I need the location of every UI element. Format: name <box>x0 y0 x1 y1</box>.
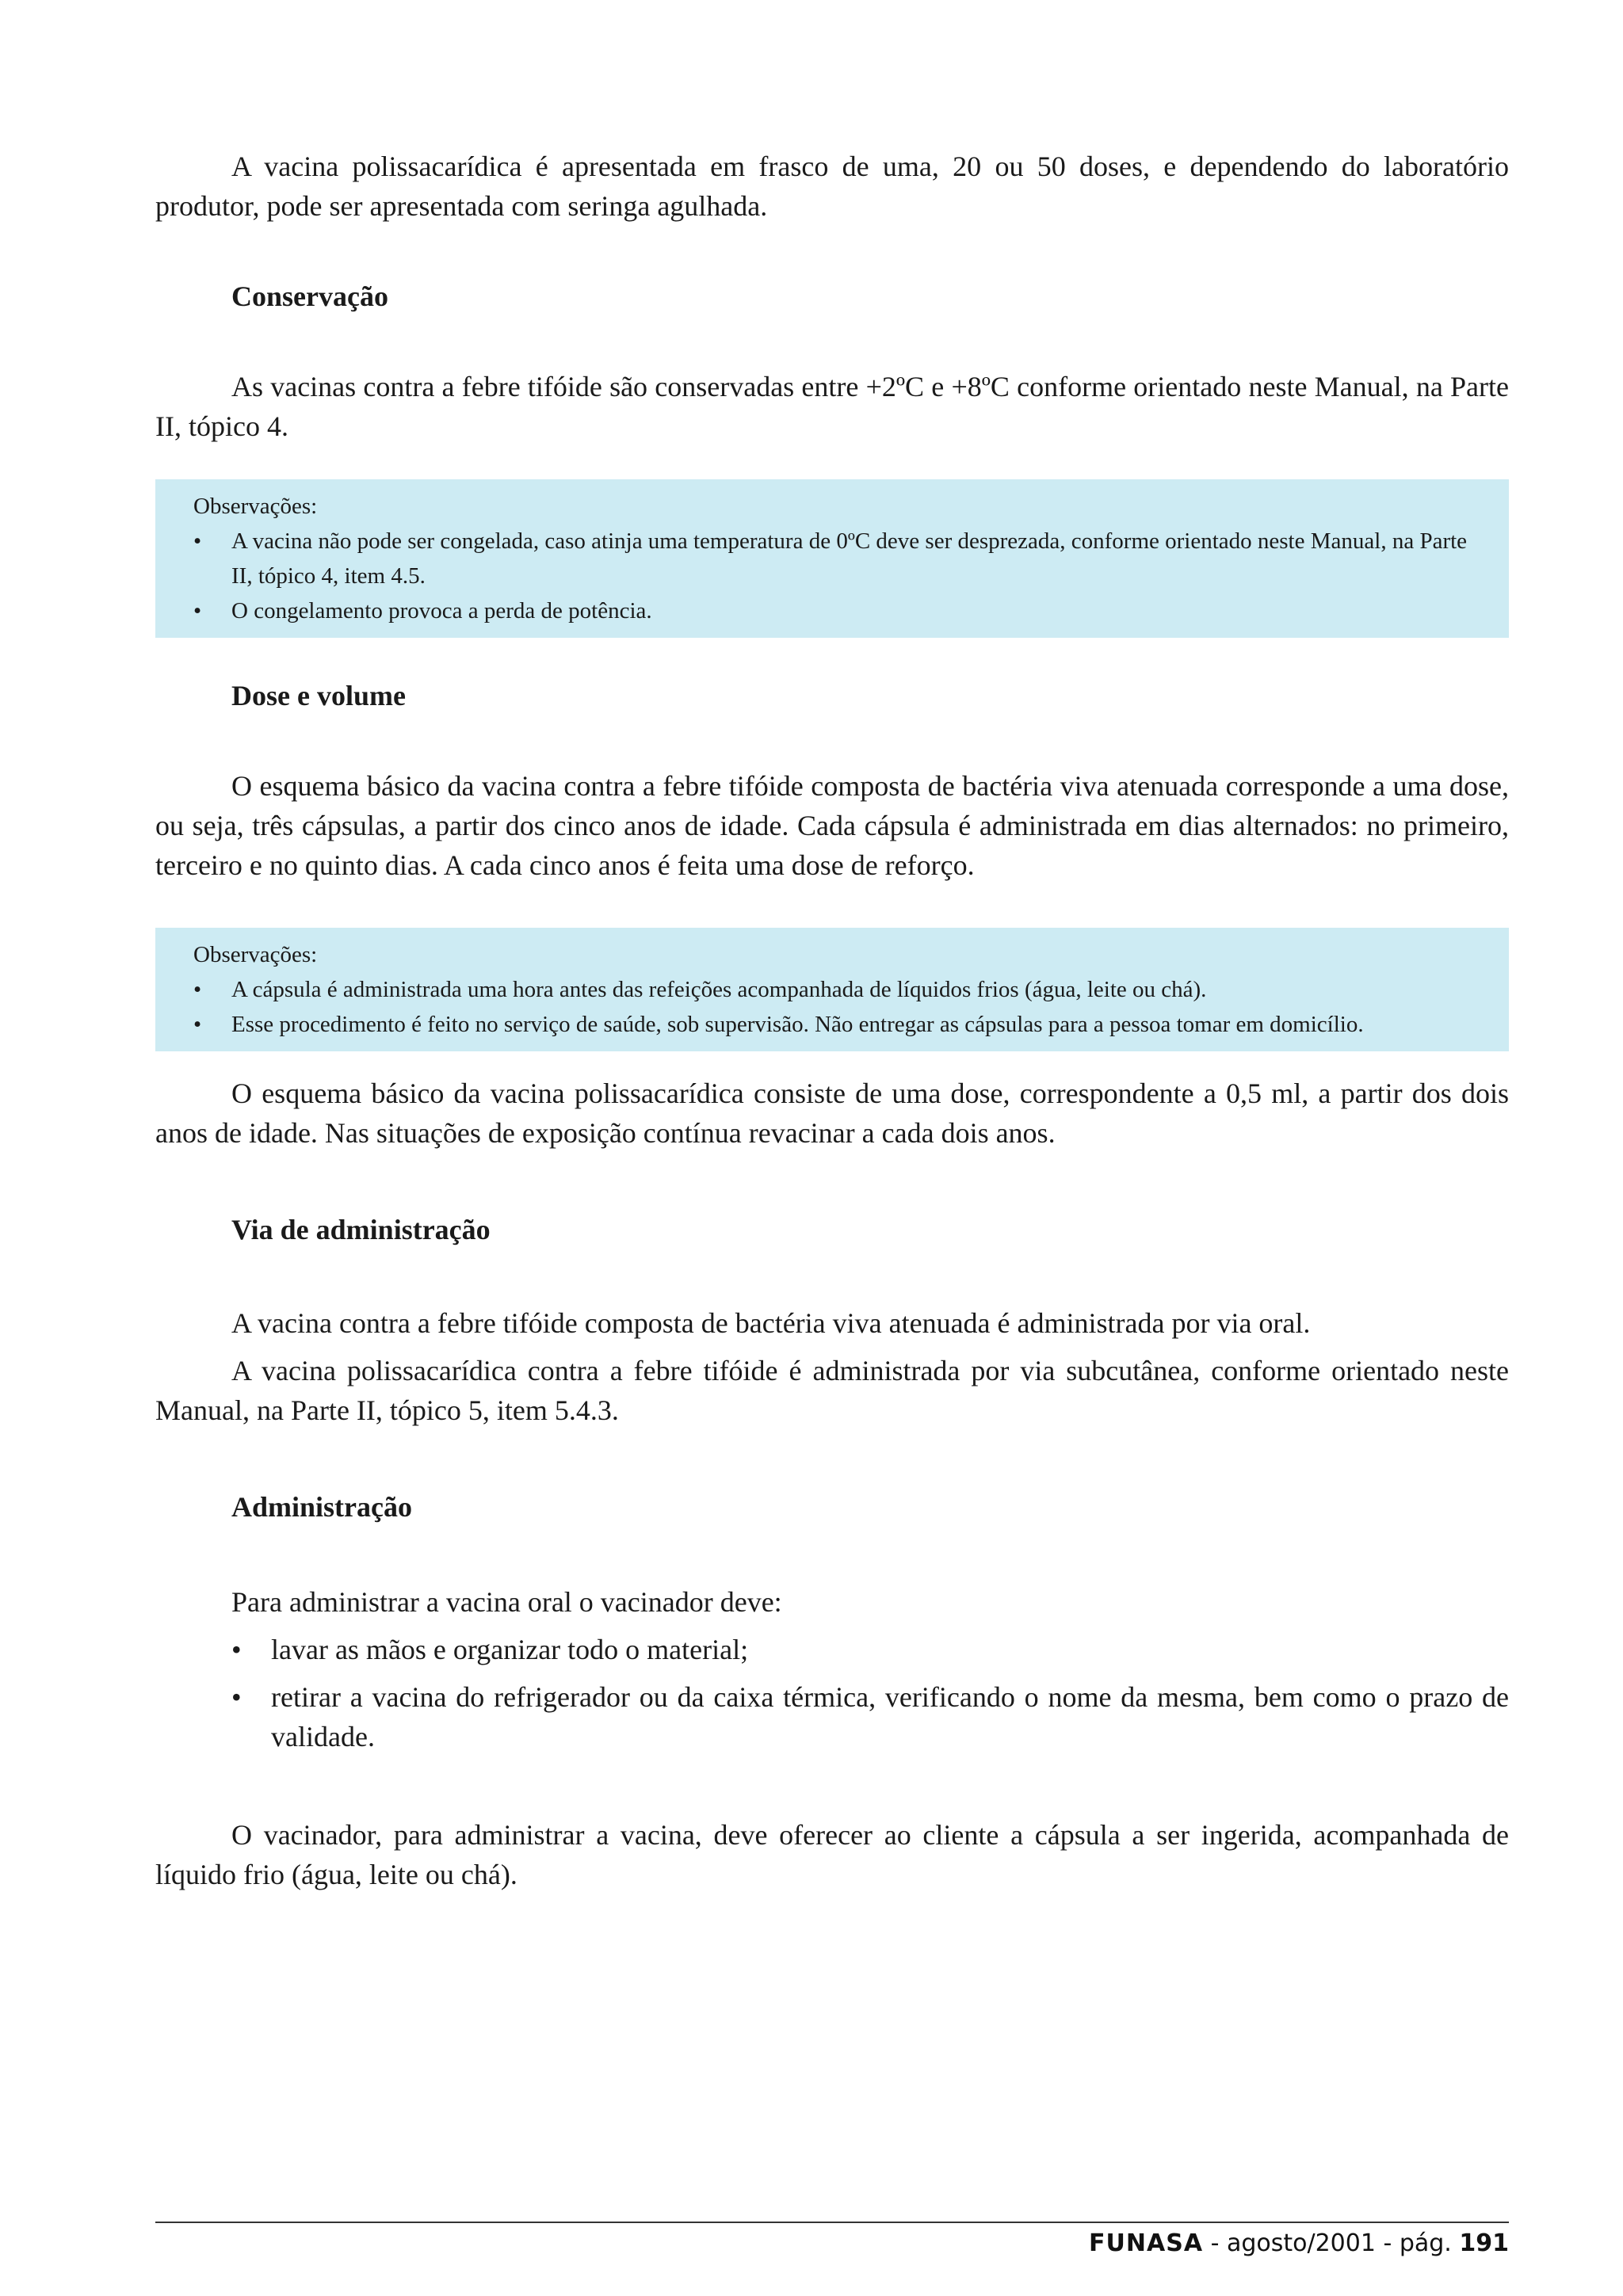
footer-text: - agosto/2001 - pág. <box>1203 2229 1460 2257</box>
paragraph: O esquema básico da vacina contra a febre tifóide composta de bactéria viva atenuada corresponde a uma dose, ou seja, três cápsulas, a partir dos cinco anos de idade. Cada cápsula é administrada em dias alternados: no primeiro, terceiro e no quinto dias. A cada cinco anos é feita uma dose de reforço. <box>155 770 1509 881</box>
bullet-icon: • <box>193 1012 202 1037</box>
page-footer <box>1089 2228 1509 2260</box>
page-number: 191 <box>1459 2229 1509 2257</box>
observation-box <box>155 479 1509 638</box>
list-item <box>193 593 1471 628</box>
heading-via-administracao: Via de administração <box>231 1214 491 1245</box>
list-item <box>193 972 1471 1007</box>
paragraph: A vacina polissacarídica é apresentada em frasco de uma, 20 ou 50 doses, e dependendo do laboratório produtor, pode ser apresentada com seringa agulhada. <box>155 151 1509 222</box>
list-item-text: Esse procedimento é feito no serviço de saúde, sob supervisão. Não entregar as cápsulas para a pessoa tomar em domicílio. <box>231 1012 1364 1037</box>
list-item-text: A vacina não pode ser congelada, caso atinja uma temperatura de 0ºC deve ser desprezada, conforme orientado neste Manual, na Parte II, tópico 4, item 4.5. <box>231 528 1468 589</box>
list-item <box>231 1677 1509 1756</box>
bullet-icon: • <box>231 1634 242 1665</box>
paragraph: A vacina contra a febre tifóide composta de bactéria viva atenuada é administrada por via oral. <box>231 1307 1311 1339</box>
observation-list <box>193 972 1471 1042</box>
list-item-text: A cápsula é administrada uma hora antes das refeições acompanhada de líquidos frios (água, leite ou chá). <box>231 977 1207 1002</box>
list-item <box>231 1630 1509 1669</box>
heading-conservacao: Conservação <box>231 280 388 312</box>
heading-administracao: Administração <box>231 1491 412 1523</box>
observation-box <box>155 928 1509 1051</box>
observation-list <box>193 524 1471 628</box>
bullet-icon: • <box>193 977 202 1002</box>
paragraph: O vacinador, para administrar a vacina, deve oferecer ao cliente a cápsula a ser ingerida, acompanhada de líquido frio (água, leite ou chá). <box>155 1819 1509 1890</box>
footer-divider <box>155 2222 1509 2223</box>
administration-list <box>155 1630 1509 1756</box>
paragraph: O esquema básico da vacina polissacarídica consiste de uma dose, correspondente a 0,5 ml, a partir dos dois anos de idade. Nas situações de exposição contínua revacinar a cada dois anos. <box>155 1077 1509 1149</box>
observation-title: Observações: <box>193 494 318 519</box>
paragraph: As vacinas contra a febre tifóide são conservadas entre +2ºC e +8ºC conforme orientado neste Manual, na Parte II, tópico 4. <box>155 371 1509 442</box>
paragraph: Para administrar a vacina oral o vacinador deve: <box>231 1586 782 1618</box>
bullet-icon: • <box>193 528 202 554</box>
page-content <box>155 147 1509 1894</box>
list-item-text: O congelamento provoca a perda de potência. <box>231 598 652 624</box>
paragraph: A vacina polissacarídica contra a febre tifóide é administrada por via subcutânea, conforme orientado neste Manual, na Parte II, tópico 5, item 5.4.3. <box>155 1355 1509 1426</box>
bullet-icon: • <box>231 1681 242 1713</box>
list-item-text: lavar as mãos e organizar todo o material; <box>271 1634 749 1665</box>
heading-dose-volume: Dose e volume <box>231 680 406 711</box>
list-item-text: retirar a vacina do refrigerador ou da caixa térmica, verificando o nome da mesma, bem como o prazo de validade. <box>271 1681 1509 1753</box>
footer-brand: FUNASA <box>1089 2229 1204 2257</box>
bullet-icon: • <box>193 598 202 624</box>
list-item <box>193 1007 1471 1042</box>
list-item <box>193 524 1471 593</box>
observation-title: Observações: <box>193 942 318 967</box>
